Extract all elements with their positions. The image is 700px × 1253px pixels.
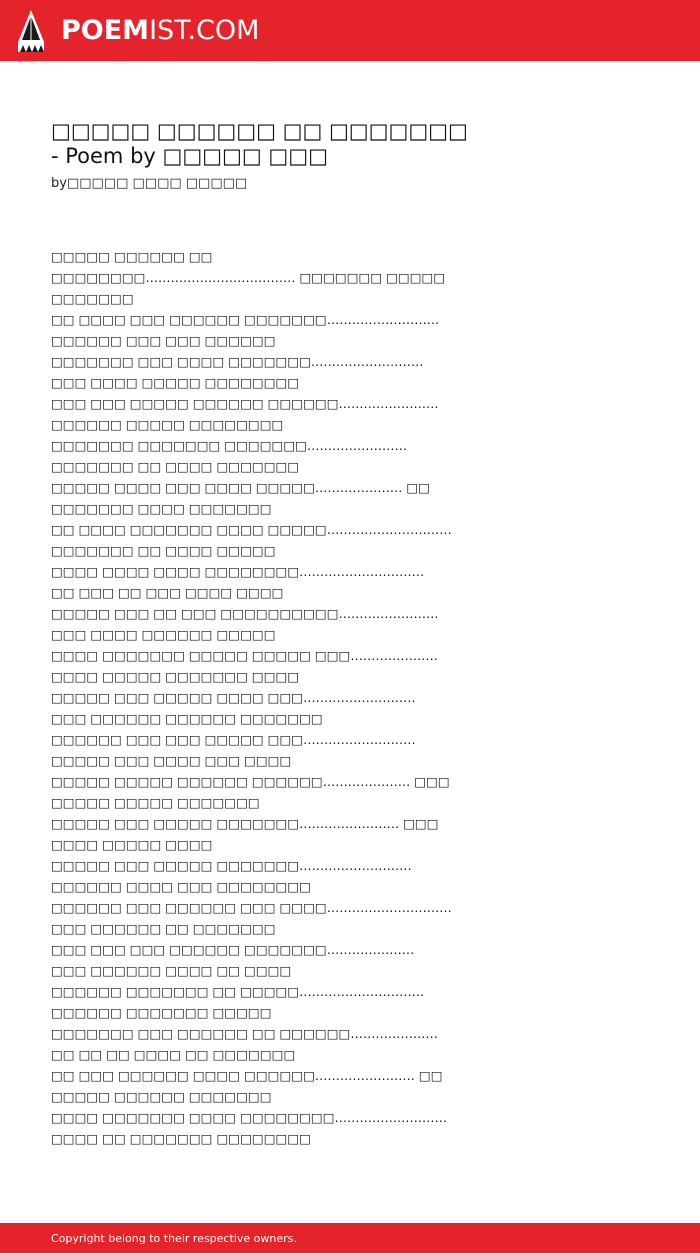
- poem-line: □□□□ □□□□□□□ □□□□□ □□□□□ □□□…………………: [51, 648, 438, 663]
- poem-line: □□□□□□□ □□ □□□□ □□□□□: [51, 543, 276, 558]
- poem-line: □□□□□□ □□□ □□□ □□□□□ □□□………………………: [51, 732, 416, 747]
- poem-line: □□□□□□□ □□□□□□□ □□□□□□□……………………: [51, 438, 407, 453]
- poem-line: □□□□□□□□……………………………… □□□□□□□ □□□□□: [51, 270, 446, 285]
- poem-line: □□□□□ □□□ □□□□ □□□ □□□□: [51, 753, 292, 768]
- poem-line: □□□ □□□□□□ □□□□ □□ □□□□: [51, 963, 292, 978]
- poem-line: □□□□□□ □□□ □□□ □□□□□□: [51, 333, 276, 348]
- site-header: [0, 0, 700, 61]
- poem-line: □□□□□ □□□□□□ □□: [51, 249, 213, 264]
- poem-line: □□□□□□□: [51, 291, 134, 306]
- poem-line: □□□□□ □□□ □□□□□ □□□□□□□…………………… □□□: [51, 816, 439, 831]
- poem-line: □□□□ □□□□□□□ □□□□ □□□□□□□□………………………: [51, 1110, 448, 1125]
- poem-line: □□ □□□ □□□□□□ □□□□ □□□□□□…………………… □□: [51, 1068, 443, 1083]
- poem-line: □□□ □□□ □□□ □□□□□□ □□□□□□□…………………: [51, 942, 415, 957]
- poem-body: [51, 246, 651, 1149]
- poem-line: □□□ □□□□□□ □□□□□□ □□□□□□□: [51, 711, 323, 726]
- poem-line: □□□□□□ □□□□□□□ □□□□□: [51, 1005, 272, 1020]
- poem-line: □□□□□ □□□ □□ □□□ □□□□□□□□□□……………………: [51, 606, 439, 621]
- brand-wordmark: [61, 17, 259, 44]
- poem-line: □□□□□ □□□□□□ □□□□□□□: [51, 1089, 272, 1104]
- poem-line: □□□□□□□ □□□□ □□□□□□□: [51, 501, 272, 516]
- site-logo-link[interactable]: [18, 10, 259, 52]
- poem-line: □□□ □□□ □□□□□ □□□□□□ □□□□□□……………………: [51, 396, 439, 411]
- poem-content: [51, 119, 651, 1149]
- poem-byline: [51, 176, 651, 192]
- poem-line: □□ □□□□ □□□□□□□ □□□□ □□□□□…………………………: [51, 522, 452, 537]
- poem-line: □□□□□□ □□□□ □□□ □□□□□□□□: [51, 879, 311, 894]
- poem-line: □□ □□ □□ □□□□ □□ □□□□□□□: [51, 1047, 296, 1062]
- poem-line: □□ □□□□ □□□ □□□□□□ □□□□□□□………………………: [51, 312, 440, 327]
- poem-line: □□□□ □□□□□ □□□□: [51, 837, 213, 852]
- poem-line: □□□□□ □□□ □□□□□ □□□□□□□………………………: [51, 858, 412, 873]
- byline-prefix: by: [51, 176, 67, 191]
- poem-line: □□□□□□□ □□□ □□□□ □□□□□□□………………………: [51, 354, 424, 369]
- poem-line: □□□□□□ □□□□□ □□□□□□□□: [51, 417, 284, 432]
- poem-line: □□□□ □□□□□ □□□□□□□ □□□□: [51, 669, 300, 684]
- site-footer: [0, 1223, 700, 1253]
- poem-line: □□□ □□□□□□ □□ □□□□□□□: [51, 921, 276, 936]
- poem-line: □□□ □□□□ □□□□□□ □□□□□: [51, 627, 276, 642]
- poem-line: □□□□□□□ □□□ □□□□□□ □□ □□□□□□…………………: [51, 1026, 438, 1041]
- poem-line: □□□ □□□□ □□□□□ □□□□□□□□: [51, 375, 300, 390]
- poem-line: □□□□ □□□□ □□□□ □□□□□□□□…………………………: [51, 564, 425, 579]
- author-link[interactable]: □□□□□ □□□□ □□□□□: [66, 176, 248, 191]
- poem-line: □□□□ □□ □□□□□□□ □□□□□□□□: [51, 1131, 311, 1146]
- poem-line: □□□□□ □□□□□ □□□□□□ □□□□□□………………… □□□: [51, 774, 450, 789]
- poem-title: □□□□□ □□□□□□ □□ □□□□□□□ - Poem by □□□□□ □□□: [51, 119, 468, 168]
- poem-line: □□□□□ □□□ □□□□□ □□□□ □□□………………………: [51, 690, 416, 705]
- copyright-text: Copyright belong to their respective owners.: [51, 1231, 297, 1245]
- brand-wordmark-thin: IST.COM: [149, 15, 260, 46]
- poem-line: □□□□□ □□□□□ □□□□□□□: [51, 795, 260, 810]
- poem-line: □□□□□□ □□□□□□□ □□ □□□□□…………………………: [51, 984, 425, 999]
- poem-line: □□□□□ □□□□ □□□ □□□□ □□□□□………………… □□: [51, 480, 431, 495]
- pen-nib-icon: [18, 10, 44, 52]
- brand-wordmark-bold: POEM: [61, 15, 150, 46]
- poem-line: □□□□□□□ □□ □□□□ □□□□□□□: [51, 459, 300, 474]
- poem-line: □□□□□□ □□□ □□□□□□ □□□ □□□□…………………………: [51, 900, 452, 915]
- poem-line: □□ □□□ □□ □□□ □□□□ □□□□: [51, 585, 284, 600]
